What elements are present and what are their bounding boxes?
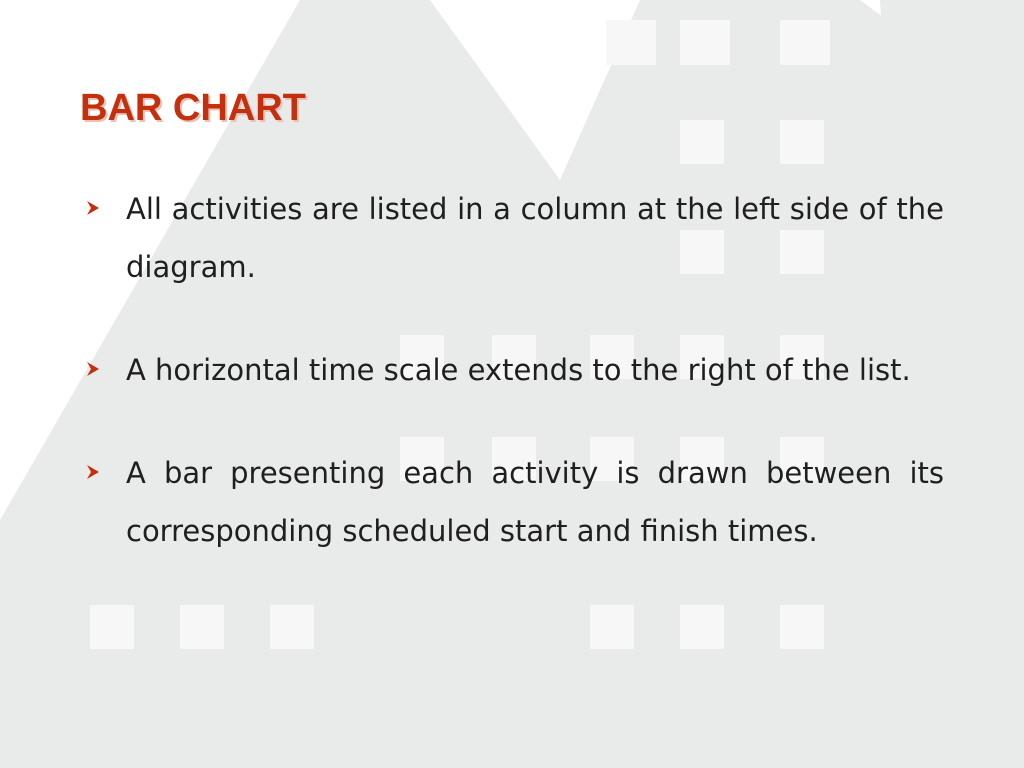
bullet-text: A horizontal time scale extends to the right of the list. <box>126 353 911 387</box>
bullet-list <box>86 180 944 605</box>
slide-title: BAR CHART <box>80 87 306 129</box>
bullet-text: All activities are listed in a column at the left side of the diagram. <box>126 192 944 284</box>
bullet-item <box>86 180 944 296</box>
arrowhead-right-icon <box>86 361 100 377</box>
arrowhead-right-icon <box>86 200 100 216</box>
arrowhead-right-icon <box>86 464 100 480</box>
bullet-text: A bar presenting each activity is drawn between its corresponding scheduled start and finish times. <box>126 456 944 548</box>
bullet-item <box>86 444 944 560</box>
bullet-item <box>86 341 944 399</box>
